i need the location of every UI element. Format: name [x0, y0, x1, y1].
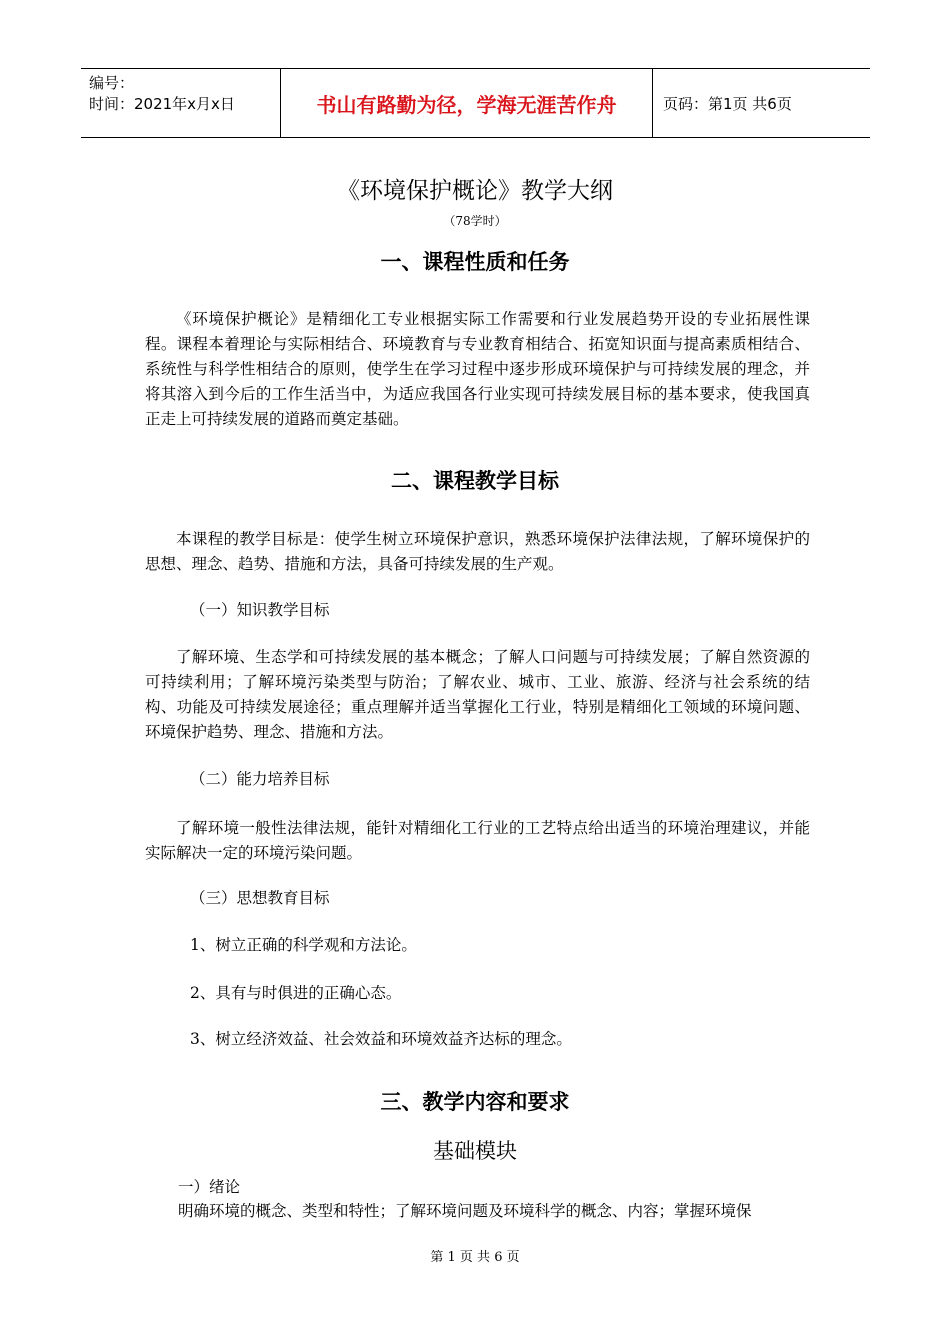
list-item: 2、具有与时俱进的正确心态。: [190, 984, 402, 1002]
section2-sub1-text: 了解环境、生态学和可持续发展的基本概念；了解人口问题与可持续发展；了解自然资源的可持续利用；了解环境污染类型与防治；了解农业、城市、工业、旅游、经济与社会系统的结构、功能及可持续发展途径；重点理解并适当掌握化工行业，特别是精细化工领域的环境问题、环境保护趋势、理念、措施和方法。: [145, 648, 810, 741]
document-header: [81, 68, 870, 138]
section1-heading: 一、课程性质和任务: [380, 250, 570, 274]
section2-sub2-title: （二）能力培养目标: [190, 770, 330, 788]
number-label: 编号：: [89, 74, 135, 92]
header-motto: 书山有路勤为径，学海无涯苦作舟: [281, 69, 653, 137]
section2-sub2-text: 了解环境一般性法律法规，能针对精细化工行业的工艺特点给出适当的环境治理建议，并能实际解决一定的环境污染问题。: [145, 819, 810, 862]
section3-heading: 三、教学内容和要求: [380, 1090, 570, 1114]
document-title: 《环境保护概论》教学大纲: [337, 178, 613, 204]
section2-sub3-title: （三）思想教育目标: [190, 889, 330, 907]
section2-intro: 本课程的教学目标是：使学生树立环境保护意识，熟悉环境保护法律法规，了解环境保护的思想、理念、趋势、措施和方法，具备可持续发展的生产观。: [145, 530, 810, 573]
page-footer: 第 1 页 共 6 页: [430, 1250, 520, 1265]
section2-heading: 二、课程教学目标: [391, 469, 559, 493]
document-subtitle: （78学时）: [443, 214, 507, 228]
section1-paragraph: 《环境保护概论》是精细化工专业根据实际工作需要和行业发展趋势开设的专业拓展性课程。课程本着理论与实际相结合、环境教育与专业教育相结合、拓宽知识面与提高素质相结合、系统性与科学性相结合的原则，使学生在学习过程中逐步形成环境保护与可持续发展的理念，并将其溶入到今后的工作生活当中，为适应我国各行业实现可持续发展目标的基本要求，使我国真正走上可持续发展的道路而奠定基础。: [145, 310, 810, 428]
header-meta: [81, 69, 281, 137]
list-item: 3、树立经济效益、社会效益和环境效益齐达标的理念。: [190, 1030, 572, 1048]
section3-sub1-title: 一）绪论: [178, 1178, 241, 1196]
section3-sub1-text: 明确环境的概念、类型和特性；了解环境问题及环境科学的概念、内容；掌握环境保: [178, 1202, 752, 1220]
time-label: 时间：2021年x月x日: [89, 95, 235, 113]
header-page-label: 页码：第1页 共6页: [663, 94, 792, 113]
list-item: 1、树立正确的科学观和方法论。: [190, 936, 417, 954]
section2-sub1-title: （一）知识教学目标: [190, 601, 330, 619]
section3-module: 基础模块: [433, 1139, 517, 1163]
